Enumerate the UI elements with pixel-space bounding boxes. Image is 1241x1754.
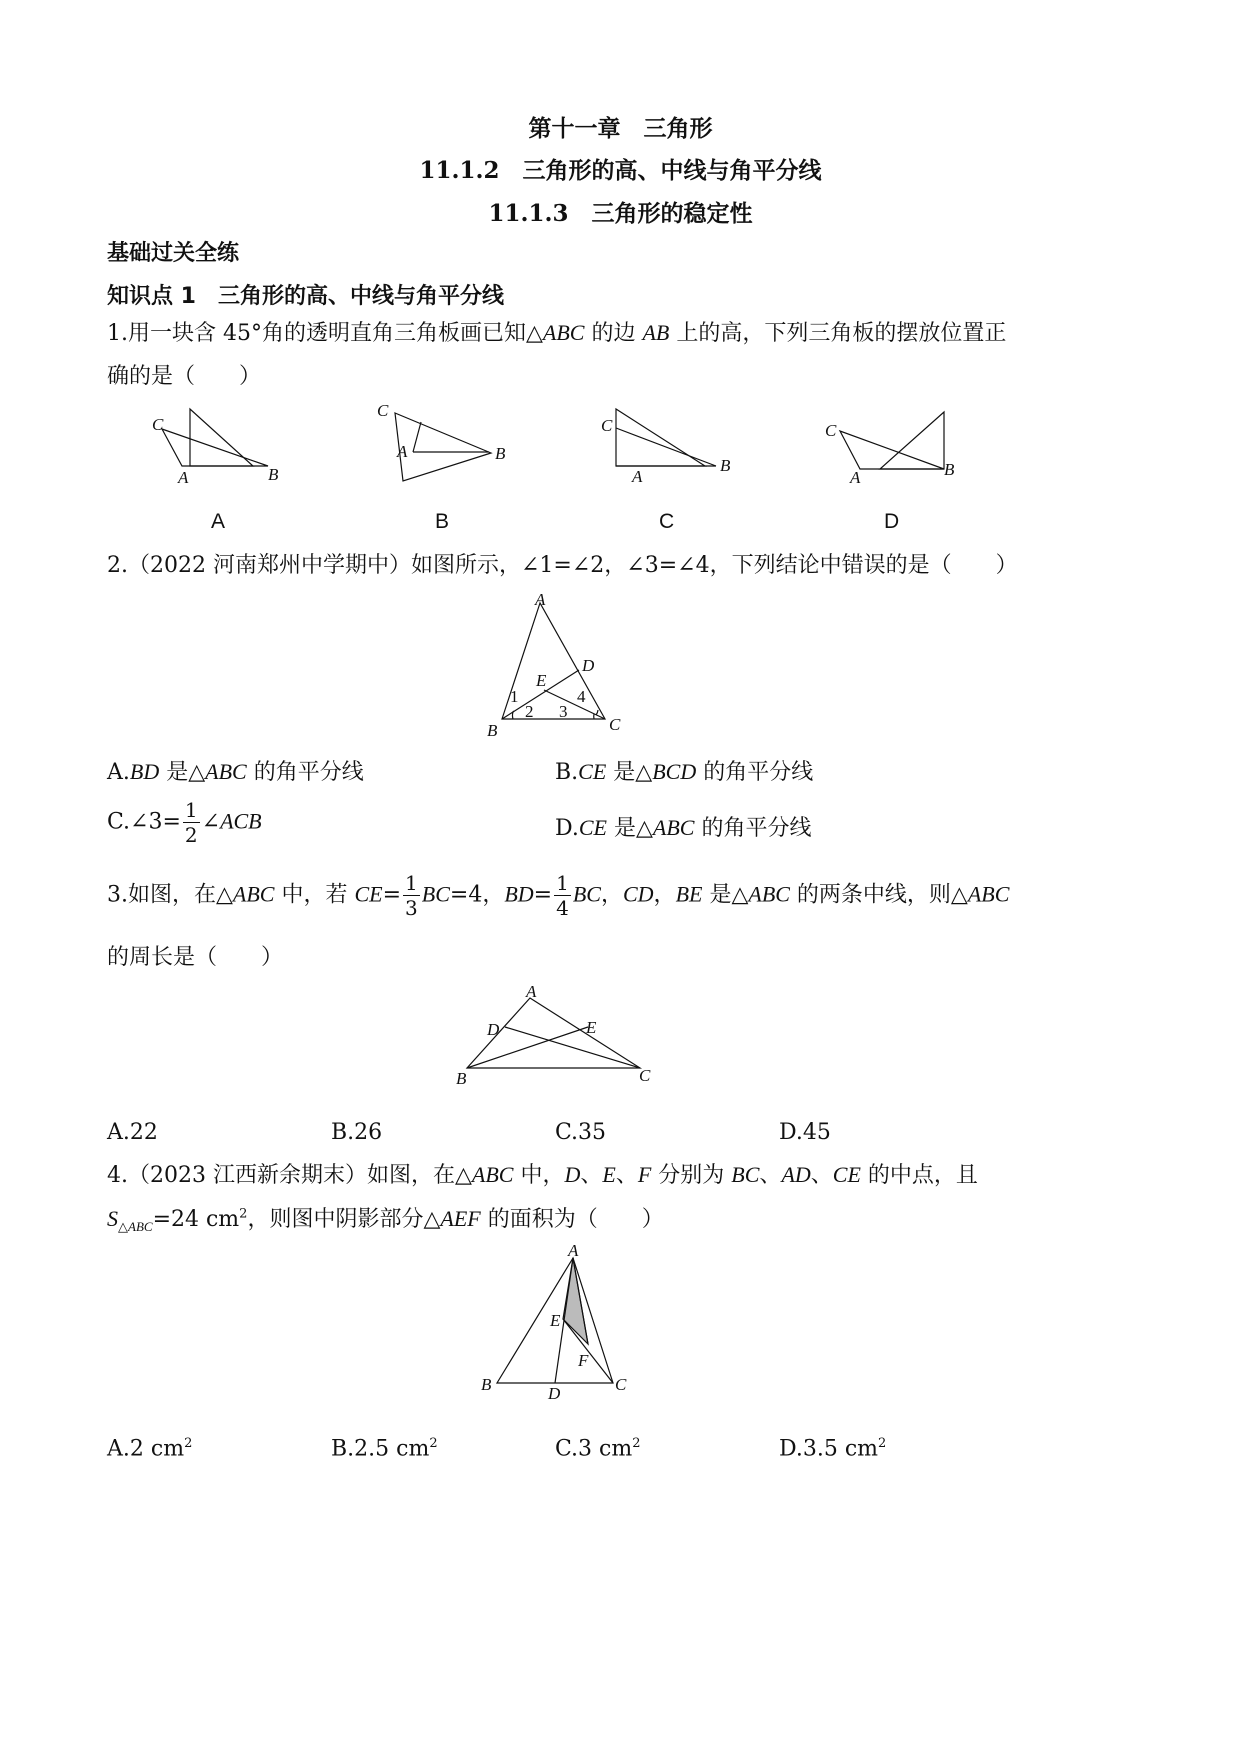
q4-figure — [475, 1240, 645, 1405]
svg-text:B: B — [487, 721, 498, 740]
svg-text:A: A — [535, 590, 546, 609]
svg-text:C: C — [825, 421, 837, 440]
svg-text:C: C — [601, 416, 613, 435]
q2-fraction: $\frac{1}{2}$ — [184, 798, 198, 847]
q3-option-b: B.26 — [331, 1120, 383, 1145]
svg-text:A: A — [632, 467, 643, 486]
q3-figure — [450, 980, 670, 1090]
svg-text:2: 2 — [525, 702, 534, 721]
q4-option-a: A.2 $cm^2$ — [107, 1436, 193, 1462]
svg-text:A: A — [178, 468, 189, 487]
svg-text:B: B — [268, 465, 279, 484]
svg-text:A: A — [568, 1241, 579, 1260]
q3-stem-line2: 的周长是（ ） — [107, 945, 284, 970]
section-title-2: 11.1.3 三角形的稳定性 — [488, 200, 753, 227]
q3-stem-line1: 3.如图，在△ABC 中，若 CE= $\frac{1}{3}$ BC=4，BD= $\frac{1}{4}$ BC，CD，BE 是△ABC 的两条中线，则△ABC — [107, 871, 1010, 920]
q2-stem: 2.（2022 河南郑州中学期中）如图所示，∠1=∠2，∠3=∠4，下列结论中错误的是（ ） — [107, 553, 1018, 578]
svg-text:1: 1 — [510, 687, 519, 706]
svg-text:A: A — [397, 442, 408, 461]
q4-stem-line2: $S_{\triangle ABC}=24$ $cm^2$，则图中阴影部分△AEF 的面积为（ ） — [107, 1206, 664, 1235]
q1-figure-b — [365, 395, 535, 495]
q1-label-d: D — [884, 510, 900, 533]
q1-figure-c — [590, 395, 750, 495]
q1-figure-d — [820, 395, 980, 495]
svg-text:E: E — [586, 1018, 597, 1037]
svg-text:C: C — [152, 415, 164, 434]
q4-stem-line1: 4.（2023 江西新余期末）如图，在△ABC 中，D、E、F 分别为 BC、AD、CE 的中点，且 — [107, 1162, 978, 1188]
q3-option-a: A.22 — [107, 1120, 158, 1145]
section-title-1: 11.1.2 三角形的高、中线与角平分线 — [419, 157, 822, 184]
svg-text:D: D — [487, 1020, 500, 1039]
svg-text:C: C — [615, 1375, 627, 1394]
svg-text:A: A — [526, 982, 537, 1001]
chapter-title: 第十一章 三角形 — [528, 115, 713, 142]
svg-text:B: B — [495, 444, 506, 463]
svg-text:B: B — [481, 1375, 492, 1394]
q2-option-d: D.CE 是△ABC 的角平分线 — [555, 815, 812, 841]
svg-text:C: C — [639, 1066, 651, 1085]
q3-option-d: D.45 — [779, 1120, 831, 1145]
q1-stem-line2: 确的是（ ） — [107, 364, 262, 389]
svg-text:D: D — [582, 656, 595, 675]
q1-label-a: A — [211, 510, 226, 533]
knowledge-point-heading: 知识点 1 三角形的高、中线与角平分线 — [107, 284, 504, 309]
svg-text:E: E — [550, 1311, 561, 1330]
practice-title: 基础过关全练 — [107, 241, 240, 266]
q1-stem-line1: 1.用一块含 45°角的透明直角三角板画已知△ABC 的边 AB 上的高，下列三角板的摆放位置正 — [107, 320, 1007, 346]
svg-text:4: 4 — [577, 687, 586, 706]
q4-option-b: B.2.5 $cm^2$ — [331, 1436, 438, 1462]
q2-option-b: B.CE 是△BCD 的角平分线 — [555, 759, 814, 785]
svg-text:B: B — [720, 456, 731, 475]
svg-text:C: C — [377, 401, 389, 420]
q4-option-c: C.3 $cm^2$ — [555, 1436, 641, 1462]
q3-option-c: C.35 — [555, 1120, 607, 1145]
svg-text:D: D — [548, 1384, 561, 1403]
svg-text:B: B — [944, 460, 955, 479]
q4-option-d: D.3.5 $cm^2$ — [779, 1436, 887, 1462]
q1-figure-a — [140, 395, 300, 495]
svg-text:3: 3 — [559, 702, 568, 721]
svg-text:E: E — [536, 671, 547, 690]
q2-figure — [480, 585, 630, 745]
svg-text:F: F — [578, 1351, 589, 1370]
svg-text:C: C — [609, 715, 621, 734]
svg-text:A: A — [850, 468, 861, 487]
q2-option-a: A.BD 是△ABC 的角平分线 — [107, 759, 364, 785]
q2-option-c: C.∠3= $\frac{1}{2}$ ∠ACB — [107, 798, 262, 847]
q1-label-b: B — [435, 510, 450, 533]
q1-label-c: C — [659, 510, 675, 533]
svg-text:B: B — [456, 1069, 467, 1088]
